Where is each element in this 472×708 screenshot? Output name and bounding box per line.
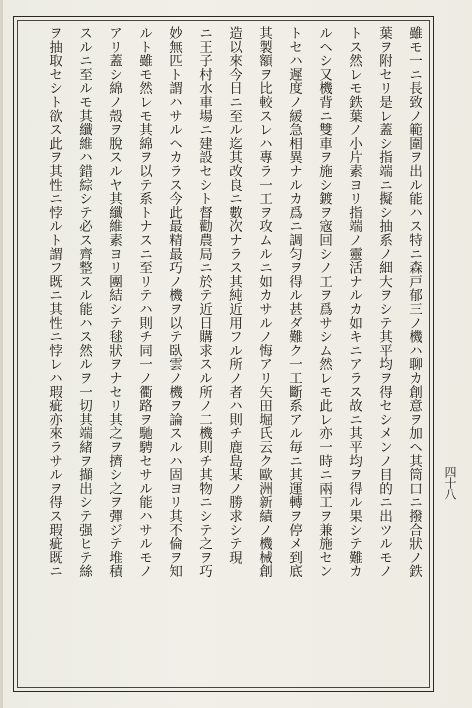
text-column-6: 其製額ヲ比較スレハ專ラ一工ヲ攻ムルニ如カサルノ悔アリ矢田堀氏云ク歐洲新績ノ機械創: [256, 26, 272, 578]
text-column-5: トセハ遲度ノ緩急相異ナルカ爲ニ調匀ヲ得ル甚ダ難ク一工斷系アル毎ニ其運轉ヲ停メ到底: [286, 26, 302, 578]
text-column-9: 妙無匹ト謂ハサルヘカラス今此最精最巧ノ機ヲ以テ臥雲ノ機ヲ論スルハ固ヨリ其不倫ヲ知: [166, 26, 182, 578]
text-column-12: スルニ至ルモ其纖維ハ錯綜シテ必ス齊整スル能ハス然ルヲ一切其端緒ヲ擷出シテ强ヒテ絲: [76, 26, 92, 578]
text-column-8: ニ王子村水車場ニ建設セシト督勸農局ニ於テ近日購求スル所ノ二機則チ其物ニシテ之ヲ巧: [196, 26, 212, 578]
text-column-10: ルト雖モ然レモ其綿ヲ以テ系トナスニ至リテハ則チ同一ノ衢路ヲ馳騁セサル能ハサルモノ: [136, 26, 152, 578]
text-column-7: 造以來今日ニ至ル迄其改良ニ數次ナラス其純近用フル所ノ者ハ則チ鹿島某ノ勝求シテ現: [226, 26, 242, 565]
text-column-4: ルヘシ又機背ニ雙車ヲ施シ鍍ヲ宼回シノ工ヲ爲サシム然レモ此レ亦一時ニ兩工ヲ兼施セン: [316, 26, 332, 578]
text-column-13: ヲ抽取セシト欲ス此ヲ其性ニ悖ルト謂フ既ニ其性ニ悖レハ瑕疵亦來ラサルヲ得ス瑕疵既ニ: [46, 26, 62, 578]
page-number: 四十八: [443, 466, 457, 499]
text-column-11: アリ蓋シ綿ノ殼ヲ脫スルヤ其纖維素ヨリ團結シテ毬狀ヲナセリ其之ヲ擠シ之ヲ彈ジテ堆積: [106, 26, 122, 578]
text-column-1: 雖モ一ニ長致ノ範圍ヲ出ル能ハス特ニ森戸郁三ノ機ハ聊カ創意ヲ加ヘ其筒口ニ撥合狀ノ鉄: [406, 26, 422, 578]
page-edge: [0, 0, 3, 708]
text-column-2: 葉ヲ附セリ是レ蓋シ指端ニ擬シ抽系ノ細大ヲシテ其平均ヲ得セシメンノ目的ニ出ツルモノ: [376, 26, 392, 578]
text-column-3: トス然レモ鉄葉ノ小片素ヨリ指端ノ靈活ナルカ如キニアラス故ニ其平均ヲ得ル果シテ難カ: [346, 26, 362, 578]
